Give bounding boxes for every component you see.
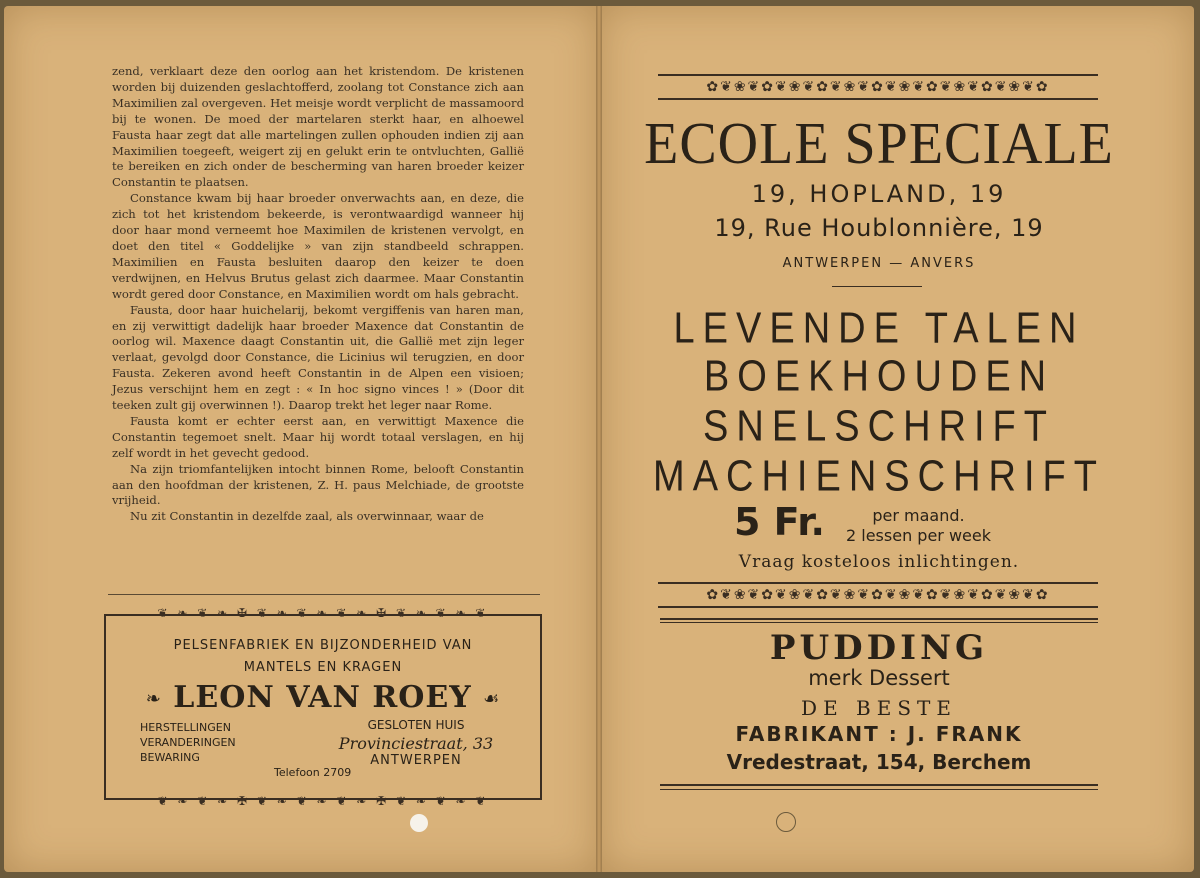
price-detail-line: 2 lessen per week — [846, 526, 991, 545]
flourish-icon: ❧ — [145, 688, 162, 710]
school-city: ANTWERPEN — ANVERS — [782, 256, 976, 271]
school-address-fr: 19, Rue Houblonnière, 19 — [714, 214, 1044, 242]
booklet-gutter — [596, 6, 602, 872]
paragraph: Constance kwam bij haar broeder onverwachts aan, en deze, die zich tot het kristendom bekeerde, is verontwaardigd wanneer hij door haar mond verneemt hoe Maximilen de kristenen vervolgt, en doet den titel « Goddelijke » van zijn standbeeld schrappen. Maximilien en Fausta besluiten daarop den keizer te doen verdwijnen, en Helvus Brutus gelast zich daarmee. Maar Constantin wordt gered door Constance, en Maximilien wordt om hals gebracht. — [112, 191, 524, 301]
ad-street: Provinciestraat, 33 — [338, 734, 494, 753]
paragraph: Fausta komt er echter eerst aan, en verwittigt Maxence die Constantin tegemoet snelt. Maar hij wordt totaal verslagen, en hij zelf wordt in het gevecht gedood. — [112, 413, 524, 460]
divider-rule — [660, 618, 1098, 620]
paragraph: Na zijn triomfantelijken intocht binnen Rome, belooft Constantin aan den hoofdman der kristenen, Z. H. paus Melchiade, de grootste vrijheid. — [112, 461, 524, 508]
business-name-text: LEON VAN ROEY — [173, 680, 472, 715]
ornament-border-top: ❦ ❧ ❦ ❧ ✠ ❦ ❧ ❦ ❧ ❦ ❧ ✠ ❦ ❧ ❦ ❧ ❦ — [157, 606, 489, 620]
pudding-address: Vredestraat, 154, Berchem — [726, 750, 1032, 774]
ad-subheadline: MANTELS EN KRAGEN — [243, 660, 403, 675]
info-request: Vraag kosteloos inlichtingen. — [738, 552, 1020, 572]
school-title: ECOLE SPECIALE — [644, 111, 1114, 177]
story-text — [112, 64, 524, 525]
course-item: MACHIENSCHRIFT — [653, 452, 1105, 502]
paragraph: Fausta, door haar huichelarij, bekomt vergiffenis van haren man, en zij verwittigt dadelijk haar broeder Maxence dat Constantin de oorlog wil. Maxence daagt Constantin uit, die Gallië met zijn leger verlaat, gevolgd door Constance, die Licinius wil terugzien, en door Fausta. Zekeren avond heeft Constantin in de Alpen een visioen; Jezus verschijnt hem en zegt : « In hoc signo vinces ! » (Door dit teeken zult gij overwinnen !). Daarop trekt het leger naar Rome. — [112, 302, 524, 413]
binding-hole — [776, 812, 796, 832]
price-detail-line: per maand. — [872, 506, 965, 525]
paragraph: Nu zit Constantin in dezelfde zaal, als overwinnaar, waar de — [130, 509, 484, 524]
divider-rule — [108, 594, 540, 595]
store-type: GESLOTEN HUIS — [367, 718, 465, 732]
price: 5 Fr. — [734, 500, 825, 544]
divider-rule — [660, 784, 1098, 786]
ornament-band-middle: ✿❦❀❦✿❦❀❦✿❦❀❦✿❦❀❦✿❦❀❦✿❦❀❦✿ — [658, 582, 1098, 608]
pudding-maker: FABRIKANT : J. FRANK — [735, 722, 1023, 746]
fur-factory-advertisement — [104, 606, 542, 808]
divider-rule — [832, 286, 922, 287]
pudding-brand: merk Dessert — [808, 666, 950, 690]
pudding-title: PUDDING — [769, 628, 989, 668]
course-item: LEVENDE TALEN — [673, 304, 1085, 354]
ad-address-block — [316, 718, 516, 768]
ornament-band-top: ✿❦❀❦✿❦❀❦✿❦❀❦✿❦❀❦✿❦❀❦✿❦❀❦✿ — [658, 74, 1098, 100]
ad-business-name — [106, 680, 540, 715]
school-address-nl: 19, HOPLAND, 19 — [751, 180, 1007, 208]
ad-city: ANTWERPEN — [370, 753, 462, 768]
service-item: VERANDERINGEN — [140, 736, 236, 749]
flourish-icon: ☙ — [483, 688, 501, 710]
ad-headline: PELSENFABRIEK EN BIJZONDERHEID VAN — [173, 638, 473, 653]
service-item: BEWARING — [140, 751, 200, 764]
ad-services-list — [140, 720, 236, 765]
price-detail — [846, 506, 991, 546]
pudding-tagline: DE BESTE — [801, 696, 957, 720]
course-item: BOEKHOUDEN — [703, 352, 1055, 402]
binding-hole — [410, 814, 428, 832]
service-item: HERSTELLINGEN — [140, 721, 231, 734]
course-item: SNELSCHRIFT — [703, 402, 1055, 452]
divider-rule — [660, 789, 1098, 790]
ad-phone: Telefoon 2709 — [274, 766, 352, 779]
paragraph: zend, verklaart deze den oorlog aan het kristendom. De kristenen worden bij duizenden geslachtofferd, zoolang tot Constance zich aan Maximilien zal overgeven. Het meisje wordt verplicht de massamoord bij te wonen. De moed der martelaren sterkt haar, en alhoewel Fausta haar zegt dat alle martelingen zullen ophouden indien zij aan Maximilien toegeeft, weigert zij en gelukt erin te ontvluchten, Gallië te bereiken en zich onder de bescherming van haren broeder keizer Constantin te plaatsen. — [112, 64, 524, 190]
divider-rule — [660, 622, 1098, 623]
ornament-border-bottom: ❦ ❧ ❦ ❧ ✠ ❦ ❧ ❦ ❧ ❦ ❧ ✠ ❦ ❧ ❦ ❧ ❦ — [157, 794, 489, 808]
